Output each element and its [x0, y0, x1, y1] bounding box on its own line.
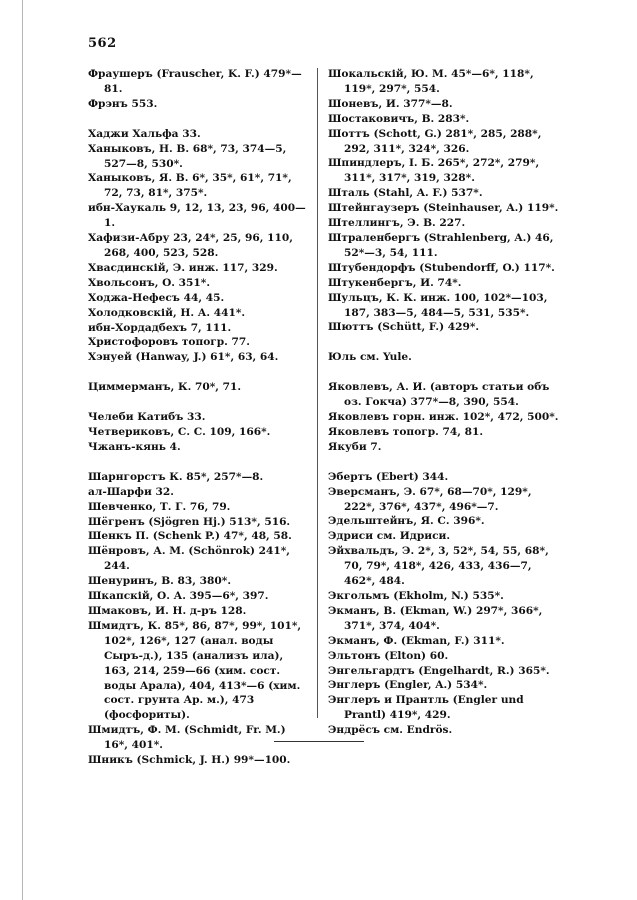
index-entry: Эдельштейнъ, Я. С. 396*. [328, 515, 485, 528]
index-entry: ибн-Хордадбехъ 7, 111. [88, 321, 232, 334]
index-entry: Экманъ, Ф. (Ekman, F.) 311*. [328, 634, 505, 647]
index-entry: ибн-Хаукаль 9, 12, 13, 23, 96, 400—1. [88, 202, 306, 230]
index-entry: Штубендорфъ (Stubendorff, O.) 117*. [328, 261, 555, 274]
index-entry: Экманъ, В. (Ekman, W.) 297*, 366*, 371*, 374, 404*. [328, 604, 543, 632]
page-spine [22, 0, 23, 900]
index-entry: Ходжа-Нефесъ 44, 45. [88, 291, 225, 304]
index-entry: Христофоровъ топогр. 77. [88, 336, 250, 349]
index-entry: Шоневъ, И. 377*—8. [328, 97, 453, 110]
index-entry: Хафизи-Абру 23, 24*, 25, 96, 110, 268, 400, 523, 528. [88, 232, 293, 259]
index-entry: Шоттъ (Schott, G.) 281*, 285, 288*, 292, 311*, 324*, 326. [328, 127, 542, 155]
section-gap [88, 112, 310, 127]
index-entry: Якуби 7. [328, 440, 382, 453]
index-entry: Шарнгорстъ К. 85*, 257*—8. [88, 470, 264, 483]
index-entry: Эбертъ (Ebert) 344. [328, 470, 449, 483]
index-entry: Экгольмъ (Ekholm, N.) 535*. [328, 590, 504, 602]
index-entry: Шевченко, Т. Г. 76, 79. [88, 500, 231, 513]
index-column-left [88, 67, 310, 768]
index-entry: Холодковскій, Н. А. 441*. [88, 306, 246, 319]
index-entry: Шенуринъ, В. 83, 380*. [88, 575, 232, 588]
index-entry: Эльтонъ (Elton) 60. [328, 649, 449, 662]
index-entry: Ханыковъ, Я. В. 6*, 35*, 61*, 71*, 72, 73, 81*, 375*. [88, 172, 292, 200]
index-entry: Хаджи Хальфа 33. [88, 127, 201, 140]
index-entry: Шкапскій, О. А. 395—6*, 397. [88, 590, 269, 603]
index-entry: Штеллингъ, Э. В. 227. [328, 217, 466, 230]
index-entry: Хэнуей (Hanway, J.) 61*, 63, 64. [88, 351, 279, 364]
index-entry: Чжанъ-кянь 4. [88, 440, 181, 453]
index-entry: Шмидтъ, К. 85*, 86, 87*, 99*, 101*, 102*, 126*, 127 (анал. воды Сыръ-д.), 135 (анализъ ила), 163, 214, 259—66 (хим. сост. воды Арала), 404, 413*—6 (хим. сост. грунта Ар. м.), 473 (фосфориты). [88, 619, 302, 722]
index-entry: Юль см. Yule. [328, 351, 412, 364]
index-entry: Шталь (Stahl, A. F.) 537*. [328, 187, 483, 200]
section-gap [328, 335, 560, 350]
index-entry: Энглеръ и Прантль (Engler und Prantl) 419*, 429. [328, 694, 524, 722]
index-entry: Фраушеръ (Frauscher, K. F.) 479*—81. [88, 68, 302, 95]
index-entry: Шпиндлеръ, І. Б. 265*, 272*, 279*, 311*, 317*, 319, 328*. [328, 157, 540, 185]
index-entry: ал-Шарфи 32. [88, 485, 174, 498]
index-entry: Эндрёсъ см. Endrös. [328, 724, 453, 737]
index-entry: Шостаковичъ, В. 283*. [328, 112, 470, 125]
index-entry: Шокальскій, Ю. М. 45*—6*, 118*, 119*, 297*, 554. [328, 68, 534, 95]
section-gap [88, 395, 310, 410]
index-entry: Шюттъ (Schütt, F.) 429*. [328, 321, 480, 334]
index-entry: Четвериковъ, С. С. 109, 166*. [88, 426, 271, 439]
index-entry: Эйхвальдъ, Э. 2*, 3, 52*, 54, 55, 68*, 70, 79*, 418*, 426, 433, 436—7, 462*, 484. [328, 545, 549, 588]
index-entry: Энгельгардтъ (Engelhardt, R.) 365*. [328, 664, 550, 677]
section-gap [88, 365, 310, 380]
index-entry: Шникъ (Schmick, J. H.) 99*—100. [88, 754, 291, 767]
index-entry: Штейнгаузеръ (Steinhauser, A.) 119*. [328, 202, 559, 215]
section-gap [328, 455, 560, 470]
index-column-right [328, 67, 560, 738]
index-entry: Ханыковъ, Н. В. 68*, 73, 374—5, 527—8, 530*. [88, 142, 287, 170]
index-entry: Шмаковъ, И. Н. д-ръ 128. [88, 605, 247, 617]
section-gap [328, 365, 560, 380]
index-entry: Эверсманъ, Э. 67*, 68—70*, 129*, 222*, 376*, 437*, 496*—7. [328, 485, 532, 513]
index-entry: Фрэнъ 553. [88, 97, 158, 110]
section-gap [88, 455, 310, 470]
index-entry: Циммерманъ, К. 70*, 71. [88, 381, 242, 394]
index-entry: Хвольсонъ, О. 351*. [88, 276, 211, 289]
index-entry: Челеби Катибъ 33. [88, 411, 206, 424]
index-entry: Штукенбергъ, И. 74*. [328, 276, 462, 289]
index-entry: Шмидтъ, Ф. М. (Schmidt, Fr. M.) 16*, 401*. [88, 724, 286, 752]
index-entry: Эдриси см. Идриси. [328, 530, 451, 543]
index-entry: Яковлевъ топогр. 74, 81. [328, 425, 484, 438]
end-rule [274, 741, 364, 742]
index-entry: Яковлевъ, А. И. (авторъ статьи объ оз. Гокча) 377*—8, 390, 554. [328, 381, 550, 409]
index-entry: Энглеръ (Engler, A.) 534*. [328, 679, 488, 692]
column-divider [317, 68, 318, 718]
page-number: 562 [88, 36, 117, 51]
index-entry: Шульцъ, К. К. инж. 100, 102*—103, 187, 383—5, 484—5, 531, 535*. [328, 291, 548, 319]
index-entry: Штраленбергъ (Strahlenberg, A.) 46, 52*—3, 54, 111. [328, 231, 554, 259]
index-entry: Шёгренъ (Sjögren Hj.) 513*, 516. [88, 515, 291, 528]
index-entry: Шенкъ П. (Schenk P.) 47*, 48, 58. [88, 530, 292, 543]
index-entry: Яковлевъ горн. инж. 102*, 472, 500*. [328, 411, 559, 424]
index-entry: Шёнровъ, А. М. (Schönrok) 241*, 244. [88, 545, 290, 573]
index-entry: Хвасдинскій, Э. инж. 117, 329. [88, 261, 278, 274]
